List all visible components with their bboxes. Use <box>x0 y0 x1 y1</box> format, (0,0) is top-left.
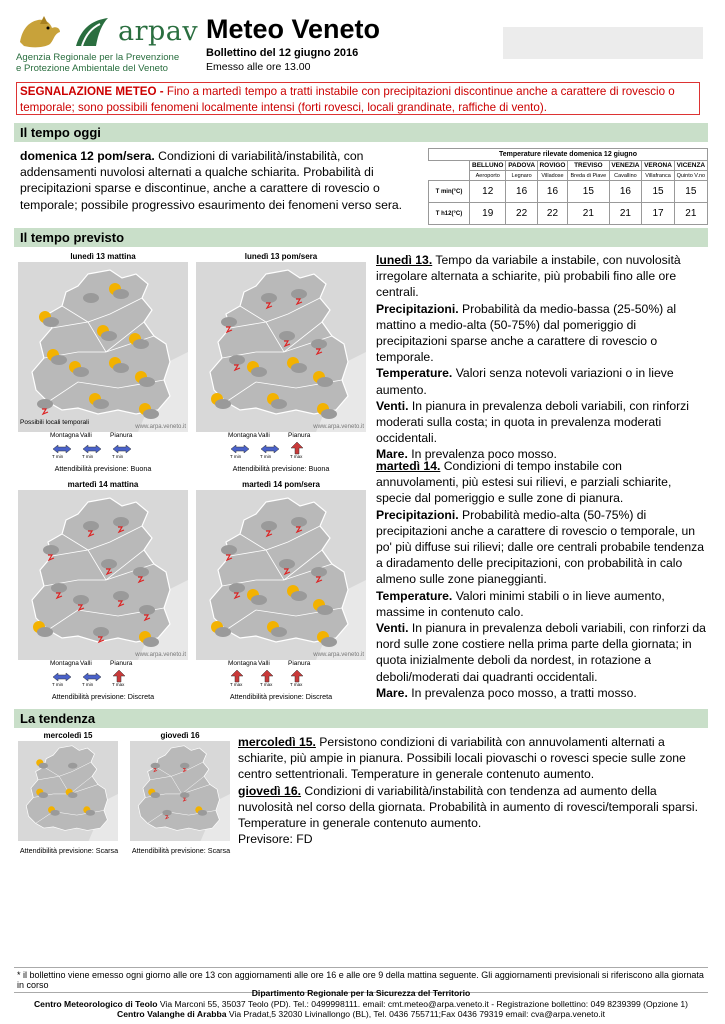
tmin-value: 16 <box>609 181 642 203</box>
city-header: VERONA <box>642 161 674 171</box>
agency-name <box>16 52 206 74</box>
bulletin-date: Bollettino del 12 giugno 2016 <box>206 47 359 59</box>
tmin-value: 16 <box>537 181 567 203</box>
wind-legend <box>18 432 188 480</box>
reliability-label: Attendibilità previsione: Buona <box>232 464 330 473</box>
today-text: Condizioni di variabilità/instabilità, con addensamenti nuvolosi alternati a qualche schiarita. Probabilità di precipitazioni sparse e discontinue, anche a carattere di rovescio o temporale; possibile progressivo esaurimento dei fenomeni verso sera. <box>20 149 403 212</box>
weather-alert <box>16 82 700 115</box>
section-forecast-header: Il tempo previsto <box>14 228 708 247</box>
section-trend-header: La tendenza <box>14 709 708 728</box>
forecast-map-tue-evening <box>196 490 366 660</box>
tmax-value: 17 <box>642 203 674 225</box>
tmax-value: 21 <box>674 203 707 225</box>
wind-legend <box>196 660 366 708</box>
temperature-table <box>428 148 708 225</box>
wind-text: In pianura in prevalenza deboli variabili, con rinforzi da nord sulle zone costiere nella prima parte della giornata; in quota inizialmente deboli da nordest, in rotazione a deboli/moderati dai quadranti occidentali. <box>376 621 706 684</box>
zone-label: Valli <box>258 432 270 439</box>
zone-label: Valli <box>80 660 92 667</box>
temperature-text: Valori senza notevoli variazioni o in lieve aumento. <box>376 366 674 397</box>
zone-label: Pianura <box>110 660 133 667</box>
row-label-tmin: T min(°C) <box>429 181 470 203</box>
wednesday-text: Persistono condizioni di variabilità con annuvolamenti alternati a schiarite, più ampie in pianura. Possibili locali piovaschi o rovesci specie sulle zone centro settentrionali. Temperature in generale contenuto aumento. <box>238 735 686 782</box>
emission-time: Emesso alle ore 13.00 <box>206 61 311 73</box>
arabba-name: Centro Valanghe di Arabba <box>116 1009 227 1020</box>
footer-note: * il bollettino viene emesso ogni giorno alle ore 13 con aggiornamenti alle ore 16 e alle ore 9 della mattina seguente. Gli aggiornamenti previsionali si riferiscono alla giornata in corso <box>14 967 708 993</box>
city-header: TREVISO <box>568 161 609 171</box>
page-title: Meteo Veneto <box>206 14 381 44</box>
map-title: mercoledì 15 <box>43 731 93 740</box>
cloud-icon <box>68 763 77 769</box>
agency-line-2: e Protezione Ambientale del Veneto <box>16 63 169 74</box>
station-name: Aeroporto <box>470 171 506 181</box>
thursday-day: giovedì 16. <box>238 783 301 798</box>
arpav-emblem-icon <box>72 14 112 50</box>
station-name: Cavallino <box>609 171 642 181</box>
watermark: www.arpa.veneto.it <box>313 652 364 658</box>
temp-label: T max <box>290 682 303 687</box>
wind-legend <box>18 660 188 708</box>
forecaster: Previsore: FD <box>238 832 313 847</box>
city-header: BELLUNO <box>470 161 506 171</box>
arabba-details: Via Pradat,5 32030 Livinallongo (BL), Tel. 0436 755711;Fax 0436 79319 email: cva@arpa.veneto.it <box>226 1009 606 1020</box>
zone-label: Montagna <box>50 660 79 667</box>
tmax-value: 22 <box>506 203 537 225</box>
map-title: martedì 14 pom/sera <box>242 480 320 489</box>
sea-label: Mare. <box>376 685 408 700</box>
temperature-label: Temperature. <box>376 588 453 603</box>
teolo-name: Centro Meteorologico di Teolo <box>33 998 158 1009</box>
map-title: lunedì 13 pom/sera <box>244 252 318 261</box>
wind-label: Venti. <box>376 621 409 636</box>
zone-label: Valli <box>80 432 92 439</box>
trend-map-thursday <box>130 741 230 841</box>
forecast-tuesday <box>376 458 706 701</box>
precip-text: Probabilità da medio-bassa (25-50%) al mattino a medio-alta (50-75%) dal pomeriggio di precipitazioni sparse anche a carattere di rovescio o temporale. <box>376 301 677 365</box>
cloud-icon <box>83 293 99 303</box>
map-title: martedì 14 mattina <box>67 480 139 489</box>
section-today-header: Il tempo oggi <box>14 123 708 142</box>
station-name: Villafranca <box>642 171 674 181</box>
tmin-value: 16 <box>506 181 537 203</box>
watermark: www.arpa.veneto.it <box>135 424 186 430</box>
zone-label: Pianura <box>288 660 311 667</box>
temp-label: T min <box>230 454 242 459</box>
map-title: giovedì 16 <box>160 731 200 740</box>
thursday-text: Condizioni di variabilità/instabilità con tendenza ad aumento della nuvolosità nel corso della giornata. Probabilità in aumento di rovesci/temporali sparsi. Temperature in generale contenuto aumento. <box>238 783 698 831</box>
station-name: Breda di Piave <box>568 171 609 181</box>
station-name: Legnaro <box>506 171 537 181</box>
agency-line-1: Agenzia Regionale per la Prevenzione <box>16 52 180 63</box>
trend-map-wednesday <box>18 741 118 841</box>
map-title: lunedì 13 mattina <box>70 252 136 261</box>
footer-contacts <box>14 988 708 1020</box>
wind-label: Venti. <box>376 398 409 413</box>
tmin-value: 15 <box>674 181 707 203</box>
alert-label: SEGNALAZIONE METEO - <box>20 85 164 98</box>
map-note: Possibili locali temporali <box>20 419 89 426</box>
sea-text: In prevalenza poco mosso, a tratti mosso. <box>407 685 637 700</box>
monday-text: Tempo da variabile a instabile, con nuvolosità irregolare alternata a schiarite, più probabili fino alle ore centrali. <box>376 253 681 300</box>
temp-label: T max <box>290 454 303 459</box>
city-header: VICENZA <box>674 161 707 171</box>
wind-text: In pianura in prevalenza deboli variabili, con rinforzi moderati sulla costa; in quota in prevalenza moderati occidentali. <box>376 398 689 446</box>
station-name: Quinto V.no <box>674 171 707 181</box>
today-day: domenica 12 pom/sera. <box>20 149 155 163</box>
precip-label: Precipitazioni. <box>376 301 459 316</box>
city-header: PADOVA <box>506 161 537 171</box>
alert-text: Fino a martedì tempo a tratti instabile con precipitazioni discontinue anche a carattere di rovescio o temporale; sono possibili fenomeni localmente intensi (forti rovesci, locali grandinate, raffiche di vento). <box>20 85 675 114</box>
tmin-value: 15 <box>568 181 609 203</box>
sea-text: In prevalenza poco mosso. <box>407 447 557 462</box>
temp-label: T min <box>52 682 64 687</box>
station-name: Villadose <box>537 171 567 181</box>
wind-legend <box>196 432 366 480</box>
lion-logo-icon <box>14 12 66 52</box>
trend-text <box>238 734 706 847</box>
temp-label: T max <box>260 682 273 687</box>
monday-day: lunedì 13. <box>376 253 433 267</box>
zone-label: Pianura <box>288 432 311 439</box>
zone-label: Montagna <box>228 432 257 439</box>
watermark: www.arpa.veneto.it <box>313 424 364 430</box>
temperature-table-title: Temperature rilevate domenica 12 giugno <box>429 149 708 161</box>
temp-label: T min <box>260 454 272 459</box>
tuesday-day: martedì 14. <box>376 459 441 473</box>
arabba-contact <box>14 1009 708 1020</box>
forecast-map-tue-morning <box>18 490 188 660</box>
watermark: www.arpa.veneto.it <box>135 652 186 658</box>
wednesday-day: mercoledì 15. <box>238 735 316 749</box>
teolo-contact <box>14 999 708 1010</box>
zone-label: Montagna <box>50 432 79 439</box>
temp-label: T min <box>112 454 124 459</box>
city-header: VENEZIA <box>609 161 642 171</box>
temp-label: T min <box>82 454 94 459</box>
reliability-label: Attendibilità previsione: Buona <box>54 464 152 473</box>
table-corner <box>429 171 470 181</box>
zone-label: Valli <box>258 660 270 667</box>
tmin-value: 15 <box>642 181 674 203</box>
today-description <box>20 148 420 213</box>
arpav-logo-text: arpav <box>118 16 199 47</box>
table-corner <box>429 161 470 171</box>
forecast-monday <box>376 252 706 463</box>
tmax-value: 19 <box>470 203 506 225</box>
temperature-text: Valori minimi stabili o in lieve aumento, massime in contenuto calo. <box>376 588 665 619</box>
tuesday-text: Condizioni di tempo instabile con annuvolamenti, più estesi sui rilievi, e parziali schiarite, specie dal pomeriggio e sulle zone di pianura. <box>376 459 672 506</box>
tmax-value: 21 <box>609 203 642 225</box>
temp-label: T max <box>230 682 243 687</box>
department-name: Dipartimento Regionale per la Sicurezza del Territorio <box>251 988 471 998</box>
reliability-label: Attendibilità previsione: Discreta <box>51 692 155 701</box>
temp-label: T min <box>52 454 64 459</box>
temp-label: T max <box>112 682 125 687</box>
zone-label: Montagna <box>228 660 257 667</box>
forecast-map-mon-evening <box>196 262 366 432</box>
sea-label: Mare. <box>376 447 408 462</box>
reliability-label: Attendibilità previsione: Scarsa <box>19 846 119 855</box>
row-label-tmax: T h12(°C) <box>429 203 470 225</box>
precip-label: Precipitazioni. <box>376 507 459 522</box>
tmin-value: 12 <box>470 181 506 203</box>
temperature-label: Temperature. <box>376 366 453 381</box>
precip-text: Probabilità medio-alta (50-75%) di precipitazioni anche a carattere di rovescio o temporale, un po' più diffuse sui rilievi; dalle ore centrali probabile tendenza a diradamento delle precipitazioni, con probabilità in calo almeno sulle zone pianeggianti. <box>376 507 704 587</box>
tmax-value: 21 <box>568 203 609 225</box>
zone-label: Pianura <box>110 432 133 439</box>
forecast-map-mon-morning <box>18 262 188 432</box>
teolo-details: Via Marconi 55, 35037 Teolo (PD). Tel.: 0499998111. email: cmt.meteo@arpa.veneto.it - Registrazione bollettino: 049 8239399 (Opzione 1) <box>157 998 689 1009</box>
city-header: ROVIGO <box>537 161 567 171</box>
reliability-label: Attendibilità previsione: Scarsa <box>131 846 231 855</box>
reliability-label: Attendibilità previsione: Discreta <box>229 692 333 701</box>
tmax-value: 22 <box>537 203 567 225</box>
temp-label: T min <box>82 682 94 687</box>
header-gray-box <box>503 27 703 59</box>
